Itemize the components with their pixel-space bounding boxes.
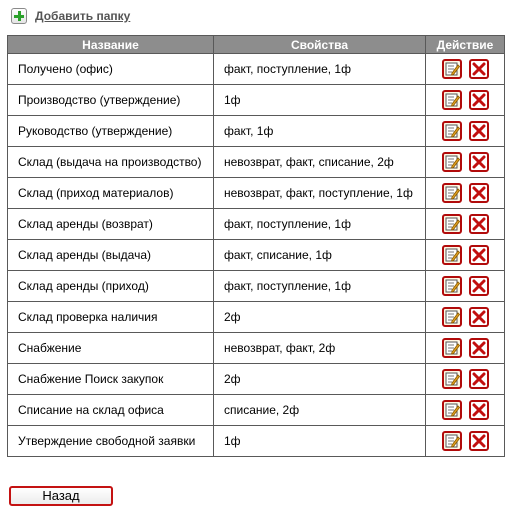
row-props: факт, 1ф xyxy=(214,116,426,147)
row-actions xyxy=(426,209,505,240)
row-props: 2ф xyxy=(214,302,426,333)
column-header-name: Название xyxy=(8,36,214,54)
delete-icon[interactable] xyxy=(469,338,489,358)
delete-icon[interactable] xyxy=(469,307,489,327)
table-row xyxy=(8,209,505,240)
row-props: факт, поступление, 1ф xyxy=(214,271,426,302)
row-name: Склад аренды (выдача) xyxy=(8,240,214,271)
row-actions xyxy=(426,395,505,426)
row-props: невозврат, факт, поступление, 1ф xyxy=(214,178,426,209)
edit-icon[interactable] xyxy=(442,183,462,203)
delete-icon[interactable] xyxy=(469,245,489,265)
row-name: Склад проверка наличия xyxy=(8,302,214,333)
plus-icon[interactable] xyxy=(11,8,27,24)
delete-icon[interactable] xyxy=(469,369,489,389)
row-props: списание, 2ф xyxy=(214,395,426,426)
table-row xyxy=(8,116,505,147)
table-row xyxy=(8,240,505,271)
edit-icon[interactable] xyxy=(442,369,462,389)
column-header-action: Действие xyxy=(426,36,505,54)
row-name: Руководство (утверждение) xyxy=(8,116,214,147)
back-button[interactable]: Назад xyxy=(9,486,113,506)
row-actions xyxy=(426,54,505,85)
table-row xyxy=(8,85,505,116)
row-actions xyxy=(426,240,505,271)
row-props: 2ф xyxy=(214,364,426,395)
table-row xyxy=(8,178,505,209)
row-actions xyxy=(426,333,505,364)
row-props: 1ф xyxy=(214,85,426,116)
edit-icon[interactable] xyxy=(442,214,462,234)
edit-icon[interactable] xyxy=(442,121,462,141)
delete-icon[interactable] xyxy=(469,59,489,79)
row-props: факт, поступление, 1ф xyxy=(214,54,426,85)
delete-icon[interactable] xyxy=(469,152,489,172)
add-folder-link[interactable]: Добавить папку xyxy=(35,9,131,23)
delete-icon[interactable] xyxy=(469,400,489,420)
row-name: Снабжение xyxy=(8,333,214,364)
folders-table xyxy=(7,35,505,457)
row-actions xyxy=(426,116,505,147)
row-actions xyxy=(426,147,505,178)
row-name: Получено (офис) xyxy=(8,54,214,85)
table-row xyxy=(8,395,505,426)
table-header-row xyxy=(8,36,505,54)
delete-icon[interactable] xyxy=(469,276,489,296)
row-name: Списание на склад офиса xyxy=(8,395,214,426)
table-row xyxy=(8,271,505,302)
column-header-props: Свойства xyxy=(214,36,426,54)
row-name: Склад (приход материалов) xyxy=(8,178,214,209)
edit-icon[interactable] xyxy=(442,400,462,420)
delete-icon[interactable] xyxy=(469,121,489,141)
table-row xyxy=(8,364,505,395)
row-name: Снабжение Поиск закупок xyxy=(8,364,214,395)
row-name: Склад аренды (возврат) xyxy=(8,209,214,240)
row-name: Производство (утверждение) xyxy=(8,85,214,116)
edit-icon[interactable] xyxy=(442,307,462,327)
delete-icon[interactable] xyxy=(469,90,489,110)
row-actions xyxy=(426,302,505,333)
edit-icon[interactable] xyxy=(442,431,462,451)
edit-icon[interactable] xyxy=(442,276,462,296)
edit-icon[interactable] xyxy=(442,245,462,265)
table-row xyxy=(8,426,505,457)
row-props: факт, поступление, 1ф xyxy=(214,209,426,240)
delete-icon[interactable] xyxy=(469,431,489,451)
row-name: Склад (выдача на производство) xyxy=(8,147,214,178)
add-folder-row xyxy=(11,6,130,26)
edit-icon[interactable] xyxy=(442,338,462,358)
row-props: невозврат, факт, списание, 2ф xyxy=(214,147,426,178)
row-actions xyxy=(426,364,505,395)
table-row xyxy=(8,54,505,85)
row-name: Склад аренды (приход) xyxy=(8,271,214,302)
table-row xyxy=(8,302,505,333)
row-actions xyxy=(426,426,505,457)
row-actions xyxy=(426,178,505,209)
delete-icon[interactable] xyxy=(469,214,489,234)
row-props: невозврат, факт, 2ф xyxy=(214,333,426,364)
row-actions xyxy=(426,85,505,116)
row-actions xyxy=(426,271,505,302)
edit-icon[interactable] xyxy=(442,152,462,172)
edit-icon[interactable] xyxy=(442,90,462,110)
table-body xyxy=(8,54,505,457)
row-name: Утверждение свободной заявки xyxy=(8,426,214,457)
table-row xyxy=(8,333,505,364)
table-row xyxy=(8,147,505,178)
delete-icon[interactable] xyxy=(469,183,489,203)
row-props: 1ф xyxy=(214,426,426,457)
edit-icon[interactable] xyxy=(442,59,462,79)
row-props: факт, списание, 1ф xyxy=(214,240,426,271)
